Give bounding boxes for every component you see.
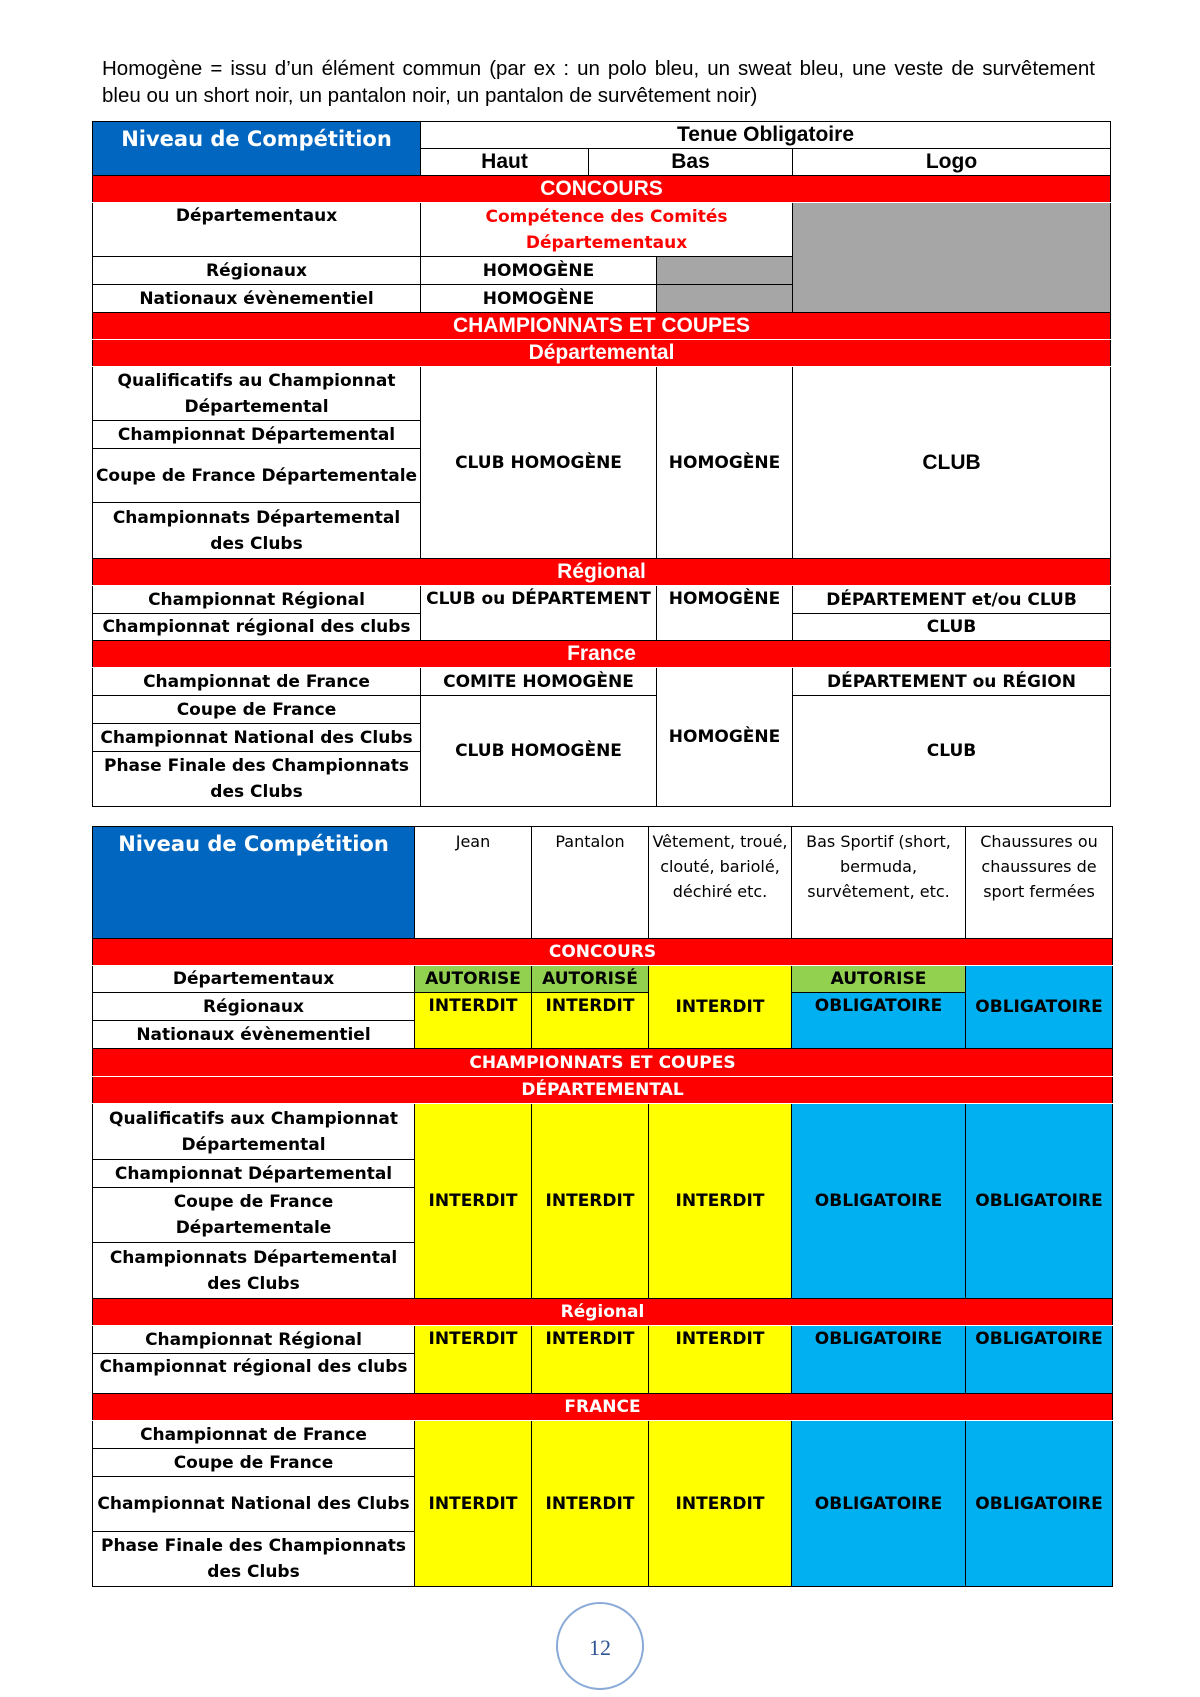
reg-bas-obligatoire: OBLIGATOIRE	[792, 1326, 966, 1394]
france-haut-club: CLUB HOMOGÈNE	[421, 696, 657, 807]
nationaux-bas-gray	[657, 285, 793, 313]
row-label-champ-france: Championnat de France	[93, 668, 421, 696]
dep-chaussures-obligatoire: OBLIGATOIRE	[966, 1104, 1113, 1299]
section-championnats-coupes: CHAMPIONNATS ET COUPES	[93, 313, 1111, 340]
france-chaussures-obligatoire: OBLIGATOIRE	[966, 1421, 1113, 1587]
dep-jean-interdit: INTERDIT	[415, 1104, 532, 1299]
dep-haut-cell: CLUB HOMOGÈNE	[421, 367, 657, 559]
reg-nat-bas-obligatoire: OBLIGATOIRE	[792, 993, 966, 1049]
dep-bas-obligatoire: OBLIGATOIRE	[792, 1104, 966, 1299]
row2-label-champ-dep-clubs: Championnats Départemental des Clubs	[93, 1243, 415, 1299]
page-number: 12	[556, 1602, 644, 1690]
tenue-interdite-table	[92, 826, 1113, 1587]
france-bas-cell: HOMOGÈNE	[657, 668, 793, 807]
row2-label-regionaux: Régionaux	[93, 993, 415, 1021]
dep-pantalon-interdit: INTERDIT	[532, 1104, 649, 1299]
france-vetement-interdit: INTERDIT	[649, 1421, 792, 1587]
intro-paragraph: Homogène = issu d’un élément commun (par ex : un polo bleu, un sweat bleu, une veste de survêtement bleu ou un short noir, un pantalon noir, un pantalon de survêtement noir)	[102, 57, 1095, 107]
section-france-2: FRANCE	[93, 1394, 1113, 1421]
reg-pantalon-interdit: INTERDIT	[532, 1326, 649, 1394]
section-departemental: Départemental	[93, 340, 1111, 367]
dep-vetement-interdit: INTERDIT	[649, 1104, 792, 1299]
niveau-header: Niveau de Compétition	[93, 122, 421, 176]
haut-header: Haut	[421, 149, 589, 176]
tenue-header: Tenue Obligatoire	[421, 122, 1111, 149]
section-concours-2: CONCOURS	[93, 939, 1113, 966]
row2-label-champ-nat-clubs: Championnat National des Clubs	[93, 1477, 415, 1532]
reg-vetement-interdit: INTERDIT	[649, 1326, 792, 1394]
reg-jean-interdit: INTERDIT	[415, 1326, 532, 1394]
row2-label-qualif: Qualificatifs aux Championnat Départemental	[93, 1104, 415, 1160]
row-label-regionaux: Régionaux	[93, 257, 421, 285]
row2-label-phase-finale: Phase Finale des Championnats des Clubs	[93, 1532, 415, 1587]
row2-label-champ-dep: Championnat Départemental	[93, 1160, 415, 1188]
row-label-champ-dep-clubs: Championnats Départemental des Clubs	[93, 503, 421, 559]
section-championnats-coupes-2: CHAMPIONNATS ET COUPES	[93, 1049, 1113, 1077]
row2-label-champ-reg-clubs: Championnat régional des clubs	[93, 1354, 415, 1394]
france-haut-comite: COMITE HOMOGÈNE	[421, 668, 657, 696]
concours-chaussures-obligatoire: OBLIGATOIRE	[966, 966, 1113, 1049]
niveau-header-2: Niveau de Compétition	[93, 827, 415, 939]
row-label-champ-dep: Championnat Départemental	[93, 421, 421, 449]
col-pantalon: Pantalon	[532, 827, 649, 939]
reg-nat-jean-interdit: INTERDIT	[415, 993, 532, 1049]
dep-pantalon-autorise: AUTORISÉ	[532, 966, 649, 993]
row-label-departementaux: Départementaux	[93, 203, 421, 257]
reg-chaussures-obligatoire: OBLIGATOIRE	[966, 1326, 1113, 1394]
row-label-champ-reg: Championnat Régional	[93, 586, 421, 614]
row2-label-nationaux: Nationaux évènementiel	[93, 1021, 415, 1049]
france-jean-interdit: INTERDIT	[415, 1421, 532, 1587]
regionaux-bas-gray	[657, 257, 793, 285]
row-label-coupe-dep: Coupe de France Départementale	[93, 449, 421, 503]
section-france: France	[93, 641, 1111, 668]
concours-vetement-interdit: INTERDIT	[649, 966, 792, 1049]
row2-label-departementaux: Départementaux	[93, 966, 415, 993]
logo-gray-cell	[793, 203, 1111, 313]
reg-clubs-logo-cell: CLUB	[793, 614, 1111, 641]
row2-label-champ-france: Championnat de France	[93, 1421, 415, 1449]
col-chaussures: Chaussures ou chaussures de sport fermées	[966, 827, 1113, 939]
france-logo-club: CLUB	[793, 696, 1111, 807]
dep-bas-autorise: AUTORISE	[792, 966, 966, 993]
reg-logo-cell: DÉPARTEMENT et/ou CLUB	[793, 586, 1111, 614]
regionaux-haut: HOMOGÈNE	[421, 257, 657, 285]
logo-header: Logo	[793, 149, 1111, 176]
reg-nat-pantalon-interdit: INTERDIT	[532, 993, 649, 1049]
row-label-coupe-france: Coupe de France	[93, 696, 421, 724]
reg-bas-cell: HOMOGÈNE	[657, 586, 793, 641]
dep-jean-autorise: AUTORISE	[415, 966, 532, 993]
col-vetement: Vêtement, troué, clouté, bariolé, déchiré etc.	[649, 827, 792, 939]
competence-cell: Compétence des Comités Départementaux	[421, 203, 793, 257]
row2-label-champ-reg: Championnat Régional	[93, 1326, 415, 1354]
france-logo-dep-region: DÉPARTEMENT ou RÉGION	[793, 668, 1111, 696]
section-concours: CONCOURS	[93, 176, 1111, 203]
bas-header: Bas	[589, 149, 793, 176]
section-regional: Régional	[93, 559, 1111, 586]
row2-label-coupe-france: Coupe de France	[93, 1449, 415, 1477]
section-departemental-2: DÉPARTEMENTAL	[93, 1077, 1113, 1104]
nationaux-haut: HOMOGÈNE	[421, 285, 657, 313]
row-label-nationaux: Nationaux évènementiel	[93, 285, 421, 313]
row-label-qualif: Qualificatifs au Championnat Départemental	[93, 367, 421, 421]
col-bas-sportif: Bas Sportif (short, bermuda, survêtement, etc.	[792, 827, 966, 939]
tenue-obligatoire-table	[92, 121, 1111, 807]
section-regional-2: Régional	[93, 1299, 1113, 1326]
row-label-champ-reg-clubs: Championnat régional des clubs	[93, 614, 421, 641]
dep-bas-cell: HOMOGÈNE	[657, 367, 793, 559]
france-bas-obligatoire: OBLIGATOIRE	[792, 1421, 966, 1587]
dep-logo-cell: CLUB	[793, 367, 1111, 559]
reg-haut-cell: CLUB ou DÉPARTEMENT	[421, 586, 657, 641]
row-label-champ-nat-clubs: Championnat National des Clubs	[93, 724, 421, 752]
row2-label-coupe-dep: Coupe de France Départementale	[93, 1188, 415, 1243]
col-jean: Jean	[415, 827, 532, 939]
row-label-phase-finale: Phase Finale des Championnats des Clubs	[93, 752, 421, 807]
france-pantalon-interdit: INTERDIT	[532, 1421, 649, 1587]
